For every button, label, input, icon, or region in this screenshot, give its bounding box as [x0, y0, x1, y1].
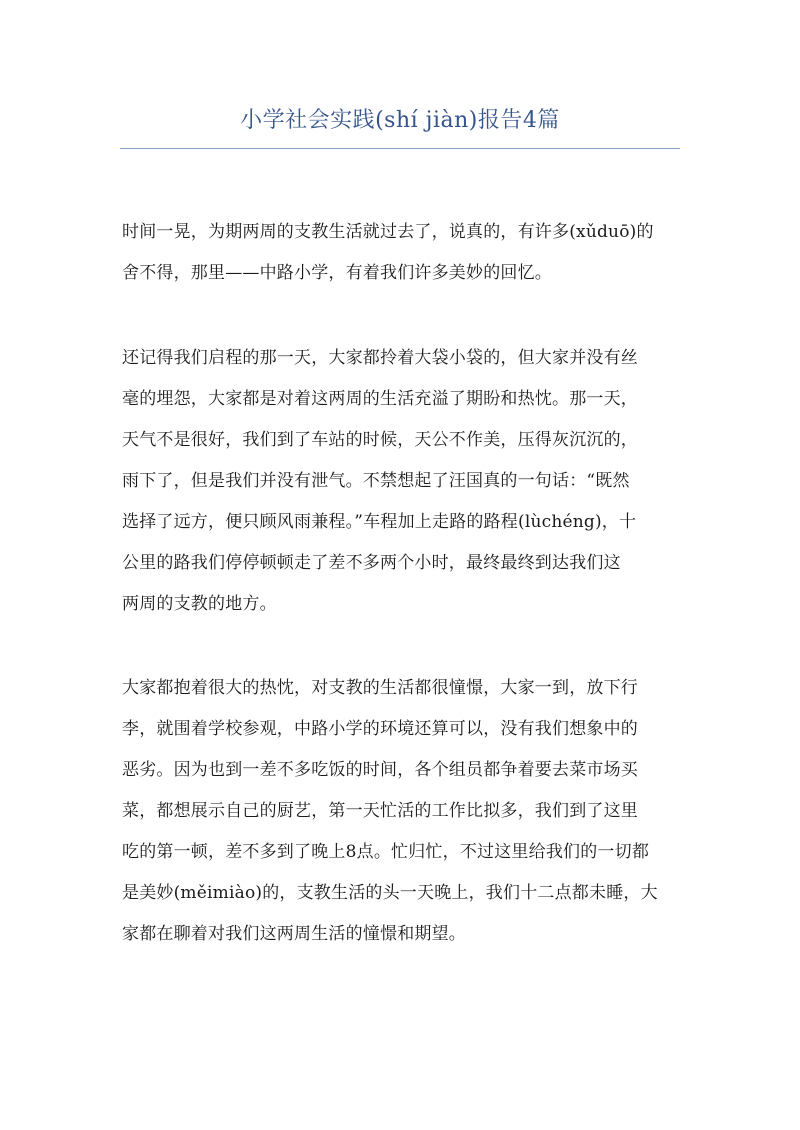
paragraph-1	[122, 212, 682, 294]
paragraph-line: 天气不是很好，我们到了车站的时候，天公不作美，压得灰沉沉的，	[122, 430, 638, 450]
paragraph-line: 家都在聊着对我们这两周生活的憧憬和期望。	[122, 924, 466, 944]
paragraph-line: 吃的第一顿，差不多到了晚上8点。忙归忙，不过这里给我们的一切都	[122, 842, 650, 862]
paragraph-line: 时间一晃，为期两周的支教生活就过去了，说真的，有许多(xǔduō)的	[122, 222, 654, 242]
paragraph-3	[122, 668, 682, 955]
document-title: 小学社会实践(shí jiàn)报告4篇	[240, 108, 560, 133]
paragraph-line: 毫的埋怨，大家都是对着这两周的生活充溢了期盼和热忱。那一天，	[122, 389, 638, 409]
paragraph-line: 恶劣。因为也到一差不多吃饭的时间，各个组员都争着要去菜市场买	[122, 760, 638, 780]
paragraph-line: 是美妙(měimiào)的，支教生活的头一天晚上，我们十二点都未睡，大	[122, 883, 658, 903]
paragraph-line: 还记得我们启程的那一天，大家都拎着大袋小袋的，但大家并没有丝	[122, 348, 638, 368]
paragraph-line: 大家都抱着很大的热忱，对支教的生活都很憧憬，大家一到，放下行	[122, 678, 638, 698]
paragraph-2	[122, 338, 682, 625]
paragraph-line: 舍不得，那里——中路小学，有着我们许多美妙的回忆。	[122, 263, 552, 283]
paragraph-line: 两周的支教的地方。	[122, 594, 277, 614]
paragraph-line: 雨下了，但是我们并没有泄气。不禁想起了汪国真的一句话：“既然	[122, 471, 630, 491]
paragraph-line: 菜，都想展示自己的厨艺，第一天忙活的工作比拟多，我们到了这里	[122, 801, 638, 821]
paragraph-line: 李，就围着学校参观，中路小学的环境还算可以，没有我们想象中的	[122, 719, 638, 739]
paragraph-line: 选择了远方，便只顾风雨兼程。”车程加上走路的路程(lùchéng)，十	[122, 512, 637, 532]
title-underline	[120, 148, 680, 149]
paragraph-line: 公里的路我们停停顿顿走了差不多两个小时，最终最终到达我们这	[122, 553, 621, 573]
